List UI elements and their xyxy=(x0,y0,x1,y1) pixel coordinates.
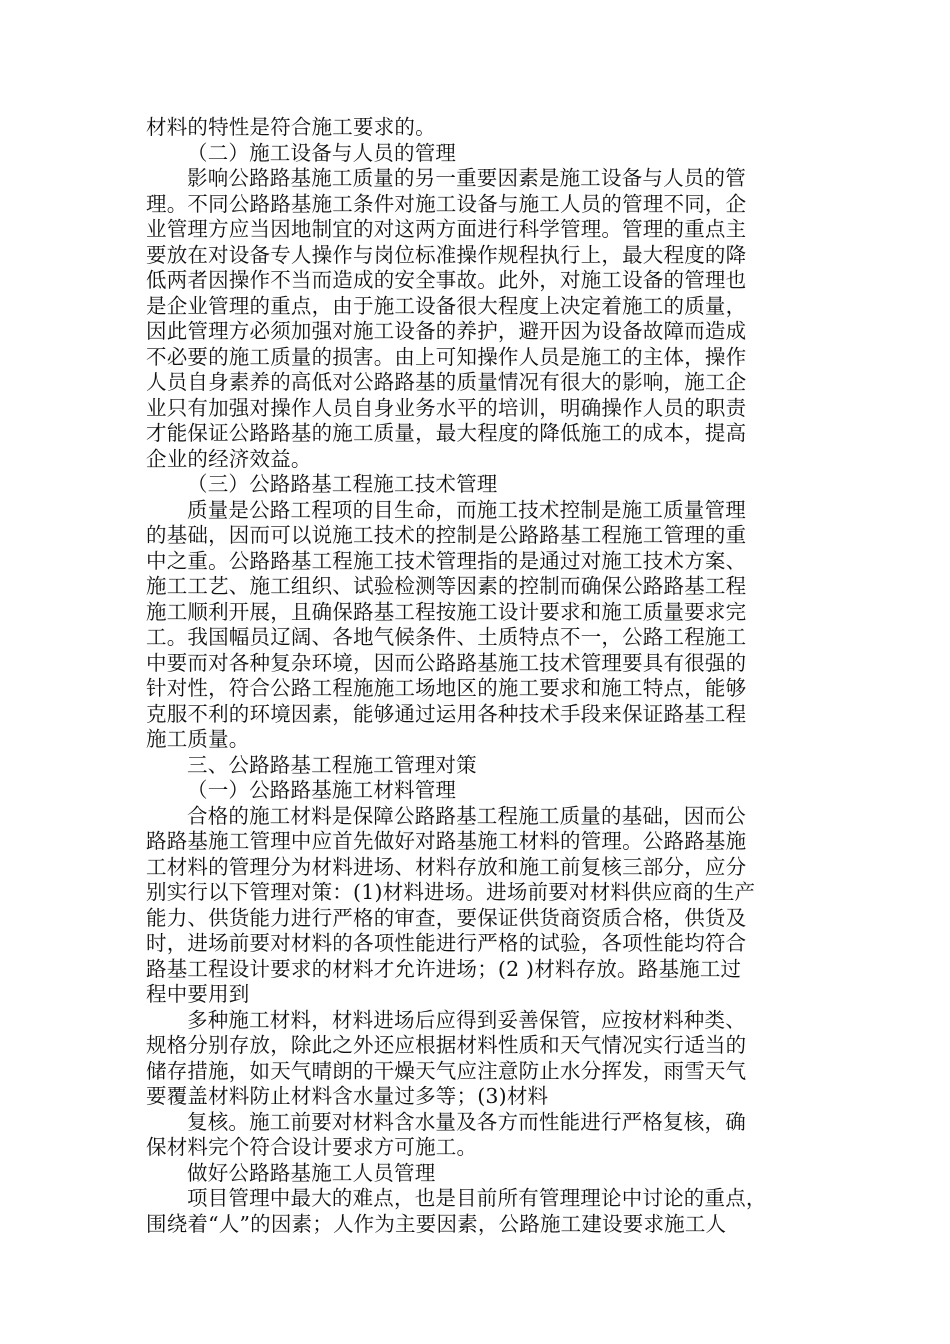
text-line: 克服不利的环境因素，能够通过运用各种技术手段来保证路基工程 xyxy=(146,701,747,726)
text-line: 围绕着“人”的因素；人作为主要因素，公路施工建设要求施工人 xyxy=(146,1211,727,1236)
document-page xyxy=(146,115,806,1237)
text-line: 业只有加强对操作人员自身业务水平的培训，明确操作人员的职责 xyxy=(146,395,747,420)
text-line: 影响公路路基施工质量的另一重要因素是施工设备与人员的管 xyxy=(187,166,746,190)
text-line: 项目管理中最大的难点，也是目前所有管理理论中讨论的重点， xyxy=(187,1186,767,1210)
text-line: 因此管理方必须加强对施工设备的养护，避开因为设备故障而造成 xyxy=(146,319,747,343)
text-line: 施工顺利开展，且确保路基工程按施工设计要求和施工质量要求完 xyxy=(146,599,747,624)
text-line: 要覆盖材料防止材料含水量过多等；(3)材料 xyxy=(146,1084,549,1108)
text-line: 是企业管理的重点，由于施工设备很大程度上决定着施工的质量， xyxy=(146,293,747,318)
text-line: 要放在对设备专人操作与岗位标准操作规程执行上，最大程度的降 xyxy=(146,242,747,267)
text-line: 理。不同公路路基施工条件对施工设备与施工人员的管理不同，企 xyxy=(146,191,747,216)
text-line: 别实行以下管理对策：(1)材料进场。进场前要对材料供应商的生产 xyxy=(146,880,756,904)
text-line: （一）公路路基施工材料管理 xyxy=(187,778,457,802)
text-line: 工材料的管理分为材料进场、材料存放和施工前复核三部分，应分 xyxy=(146,854,747,879)
text-line: 路路基施工管理中应首先做好对路基施工材料的管理。公路路基施 xyxy=(146,829,747,853)
text-line: 中之重。公路路基工程施工技术管理指的是通过对施工技术方案、 xyxy=(146,548,747,573)
text-line: 低两者因操作不当而造成的安全事故。此外，对施工设备的管理也 xyxy=(146,268,747,292)
text-line: 材料的特性是符合施工要求的。 xyxy=(146,115,436,139)
text-line: 多种施工材料，材料进场后应得到妥善保管，应按材料种类、 xyxy=(187,1007,746,1032)
text-line: 才能保证公路路基的施工质量，最大程度的降低施工的成本，提高 xyxy=(146,421,747,445)
text-line: 复核。施工前要对材料含水量及各方而性能进行严格复核，确 xyxy=(187,1109,746,1134)
text-line: 三、公路路基工程施工管理对策 xyxy=(187,752,477,777)
text-line: 针对性，符合公路工程施施工场地区的施工要求和施工特点，能够 xyxy=(146,676,747,700)
text-line: 施工工艺、施工组织、试验检测等因素的控制而确保公路路基工程 xyxy=(146,574,747,598)
text-line: 能力、供货能力进行严格的审查，要保证供货商资质合格，供货及 xyxy=(146,905,747,930)
text-line: 中要而对各种复杂环境，因而公路路基施工技术管理要具有很强的 xyxy=(146,650,747,675)
text-line: （二）施工设备与人员的管理 xyxy=(187,140,457,165)
text-line: 企业的经济效益。 xyxy=(146,446,312,471)
text-line: （三）公路路基工程施工技术管理 xyxy=(187,472,498,496)
text-line: 储存措施，如天气晴朗的干燥天气应注意防止水分挥发，雨雪天气 xyxy=(146,1058,747,1083)
text-line: 保材料完个符合设计要求方可施工。 xyxy=(146,1135,478,1159)
text-line: 合格的施工材料是保障公路路基工程施工质量的基础，因而公 xyxy=(187,803,746,828)
text-line: 施工质量。 xyxy=(146,727,250,751)
text-line: 路基工程设计要求的材料才允许进场；(2 )材料存放。路基施工过 xyxy=(146,956,742,981)
text-line: 工。我国幅员辽阔、各地气候条件、土质特点不一，公路工程施工 xyxy=(146,625,747,649)
text-line: 业管理方应当因地制宜的对这两方面进行科学管理。管理的重点主 xyxy=(146,217,747,241)
text-line: 规格分别存放，除此之外还应根据材料性质和天气情况实行适当的 xyxy=(146,1033,747,1057)
text-line: 程中要用到 xyxy=(146,982,250,1006)
text-line: 质量是公路工程项的目生命，而施工技术控制是施工质量管理 xyxy=(187,497,746,522)
text-line: 的基础，因而可以说施工技术的控制是公路路基工程施工管理的重 xyxy=(146,523,747,547)
text-line: 人员自身素养的高低对公路路基的质量情况有很大的影响，施工企 xyxy=(146,370,747,394)
text-line: 做好公路路基施工人员管理 xyxy=(187,1160,436,1185)
text-line: 不必要的施工质量的损害。由上可知操作人员是施工的主体，操作 xyxy=(146,344,747,369)
text-line: 时，进场前要对材料的各项性能进行严格的试验，各项性能均符合 xyxy=(146,931,747,955)
